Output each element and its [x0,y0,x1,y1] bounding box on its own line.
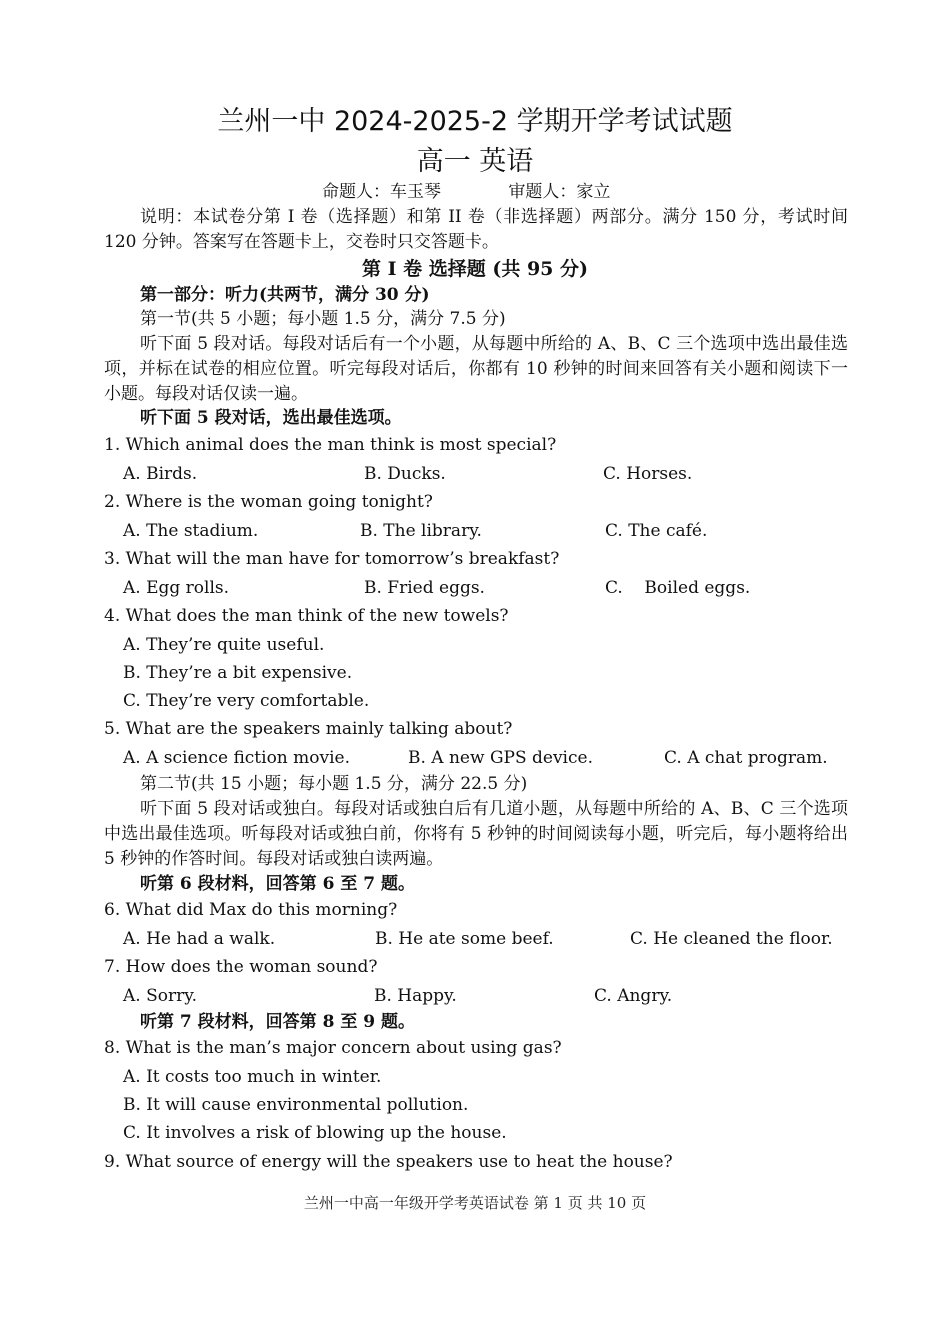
question-1: 1. Which animal does the man think is most special? [104,435,557,455]
q5-option-b: B. A new GPS device. [408,748,593,768]
q8-option-b: B. It will cause environmental pollution. [123,1095,469,1115]
setter: 命题人：车玉琴 [322,182,441,202]
exam-title: 兰州一中 2024-2025-2 学期开学考试试题 [217,106,733,137]
q1-option-a: A. Birds. [123,464,198,484]
q7-option-b: B. Happy. [374,986,457,1006]
q2-option-a: A. The stadium. [123,521,259,541]
exam-subtitle: 高一 英语 [416,146,534,177]
q3-option-a: A. Egg rolls. [123,578,230,598]
q1-option-c: C. Horses. [603,464,693,484]
q7-option-a: A. Sorry. [123,986,197,1006]
section1-heading: 第一节(共 5 小题；每小题 1.5 分，满分 7.5 分) [140,309,506,329]
page-footer: 兰州一中高一年级开学考英语试卷 第 1 页 共 10 页 [303,1194,647,1212]
q5-option-c: C. A chat program. [664,748,828,768]
q8-option-a: A. It costs too much in winter. [123,1067,382,1087]
q8-option-c: C. It involves a risk of blowing up the house. [123,1123,507,1143]
authors-line [322,180,610,204]
q2-option-b: B. The library. [360,521,482,541]
question-4: 4. What does the man think of the new towels? [104,606,509,626]
section2-heading: 第二节(共 15 小题；每小题 1.5 分，满分 22.5 分) [140,774,528,794]
q6-option-c: C. He cleaned the floor. [630,929,833,949]
q2-option-c: C. The café. [605,521,708,541]
q6-option-b: B. He ate some beef. [375,929,554,949]
reviewer: 审题人：家立 [508,182,611,202]
part1-heading: 第 I 卷 选择题 (共 95 分) [362,258,588,280]
question-3: 3. What will the man have for tomorrow’s breakfast? [104,549,560,569]
intro-text: 说明：本试卷分第 I 卷（选择题）和第 II 卷（非选择题）两部分。满分 150 分，考试时间 120 分钟。答案写在答题卡上，交卷时只交答题卡。 [104,207,848,252]
section1-instructions: 听下面 5 段对话。每段对话后有一个小题，从每题中所给的 A、B、C 三个选项中选出最佳选项，并标在试卷的相应位置。听完每段对话后，你都有 10 秒钟的时间来回答有关小题和阅读下一小题。每段对话仅读一遍。 [104,334,848,404]
question-8: 8. What is the man’s major concern about using gas? [104,1038,562,1058]
q1-option-b: B. Ducks. [364,464,446,484]
question-7: 7. How does the woman sound? [104,957,378,977]
material6-prompt: 听第 6 段材料，回答第 6 至 7 题。 [140,874,415,894]
section2-instructions: 听下面 5 段对话或独白。每段对话或独白后有几道小题，从每题中所给的 A、B、C 三个选项中选出最佳选项。听每段对话或独白前，你将有 5 秒钟的时间阅读每小题，听完后，每小题将给出 5 秒钟的作答时间。每段对话或独白读两遍。 [104,799,848,869]
q3-option-c: C. Boiled eggs. [605,578,751,598]
q4-option-c: C. They’re very comfortable. [123,691,370,711]
q6-option-a: A. He had a walk. [123,929,276,949]
question-5: 5. What are the speakers mainly talking about? [104,719,513,739]
q7-option-c: C. Angry. [594,986,673,1006]
q4-option-a: A. They’re quite useful. [123,635,325,655]
question-2: 2. Where is the woman going tonight? [104,492,433,512]
listening-heading: 第一部分：听力(共两节，满分 30 分) [140,285,430,305]
question-9: 9. What source of energy will the speakers use to heat the house? [104,1152,673,1172]
material7-prompt: 听第 7 段材料，回答第 8 至 9 题。 [140,1012,415,1032]
q3-option-b: B. Fried eggs. [364,578,485,598]
q5-option-a: A. A science fiction movie. [123,748,351,768]
q4-option-b: B. They’re a bit expensive. [123,663,353,683]
section1-prompt: 听下面 5 段对话，选出最佳选项。 [140,408,402,428]
question-6: 6. What did Max do this morning? [104,900,398,920]
